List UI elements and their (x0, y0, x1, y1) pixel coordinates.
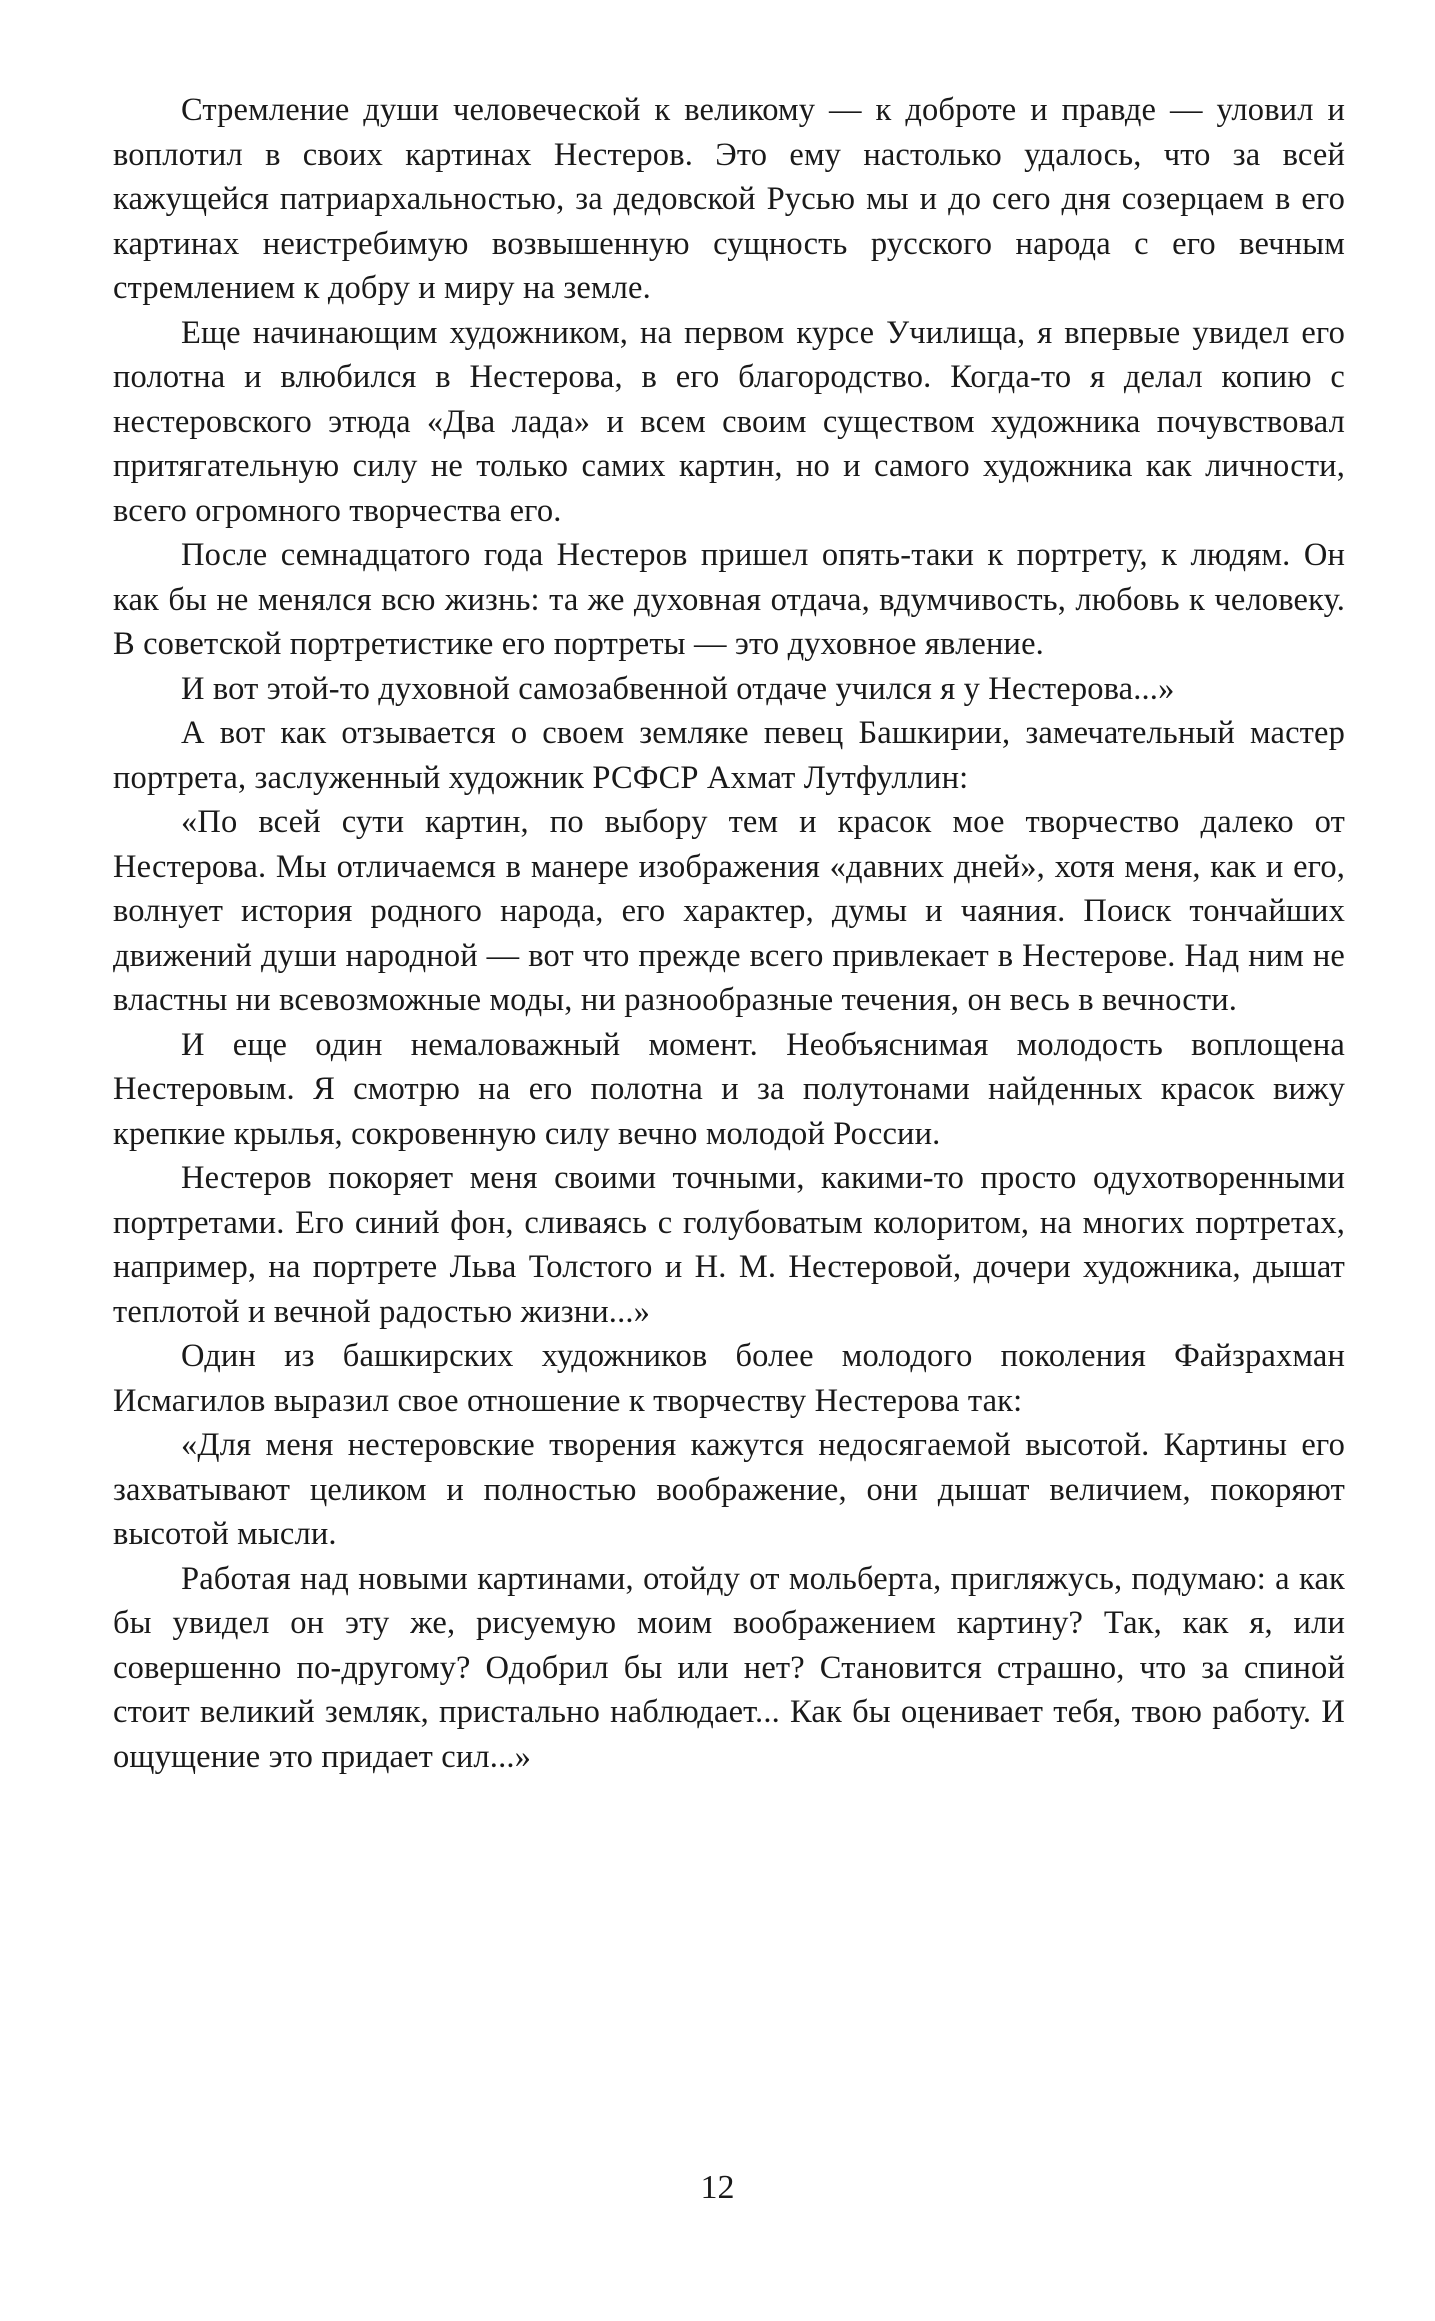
paragraph-5: А вот как отзывается о своем земляке певец Башкирии, замечательный мастер портрета, заслуженный художник РСФСР Ахмат Лутфуллин: (113, 715, 1345, 796)
document-body (113, 88, 1345, 1779)
paragraph-8: Нестеров покоряет меня своими точными, какими-то просто одухотворенными портретами. Его синий фон, сливаясь с голубоватым колоритом, на многих портретах, например, на портрете Льва Толстого и Н. М. Нестеровой, дочери художника, дышат теплотой и вечной радостью жизни...» (113, 1160, 1345, 1330)
page-number: 12 (700, 2169, 735, 2206)
paragraph-3: После семнадцатого года Нестеров пришел опять-таки к портрету, к людям. Он как бы не менялся всю жизнь: та же духовная отдача, вдумчивость, любовь к человеку. В советской портретистике его портреты — это духовное явление. (113, 537, 1345, 662)
paragraph-6: «По всей сути картин, по выбору тем и красок мое творчество далеко от Нестерова. Мы отличаемся в манере изображения «давних дней», хотя меня, как и его, волнует история родного народа, его характер, думы и чаяния. Поиск тончайших движений души народной — вот что прежде всего привлекает в Нестерове. Над ним не властны ни всевозможные моды, ни разнообразные течения, он весь в вечности. (113, 804, 1345, 1018)
paragraph-9: Один из башкирских художников более молодого поколения Файзрахман Исмагилов выразил свое отношение к творчеству Нестерова так: (113, 1338, 1345, 1419)
paragraph-4: И вот этой-то духовной самозабвенной отдаче учился я у Нестерова...» (181, 670, 1175, 707)
paragraph-7: И еще один немаловажный момент. Необъяснимая молодость воплощена Нестеровым. Я смотрю на его полотна и за полутонами найденных красок вижу крепкие крылья, сокровенную силу вечно молодой России. (113, 1026, 1345, 1152)
paragraph-1: Стремление души человеческой к великому — к доброте и правде — уловил и воплотил в своих картинах Нестеров. Это ему настолько удалось, что за всей кажущейся патриархальностью, за дедовской Русью мы и до сего дня созерцаем в его картинах неистребимую возвышенную сущность русского народа с его вечным стремлением к добру и миру на земле. (113, 92, 1345, 306)
paragraph-10: «Для меня нестеровские творения кажутся недосягаемой высотой. Картины его захватывают целиком и полностью воображение, они дышат величием, покоряют высотой мысли. (113, 1427, 1345, 1552)
paragraph-2: Еще начинающим художником, на первом курсе Училища, я впервые увидел его полотна и влюбился в Нестерова, в его благородство. Когда-то я делал копию с нестеровского этюда «Два лада» и всем своим существом художника почувствовал притягательную силу не только самих картин, но и самого художника как личности, всего огромного творчества его. (113, 314, 1345, 529)
paragraph-11: Работая над новыми картинами, отойду от мольберта, пригляжусь, подумаю: а как бы увидел он эту же, рисуемую моим воображением картину? Так, как я, или совершенно по-другому? Одобрил бы или нет? Становится страшно, что за спиной стоит великий земляк, пристально наблюдает... Как бы оценивает тебя, твою работу. И ощущение это придает сил...» (113, 1560, 1345, 1775)
